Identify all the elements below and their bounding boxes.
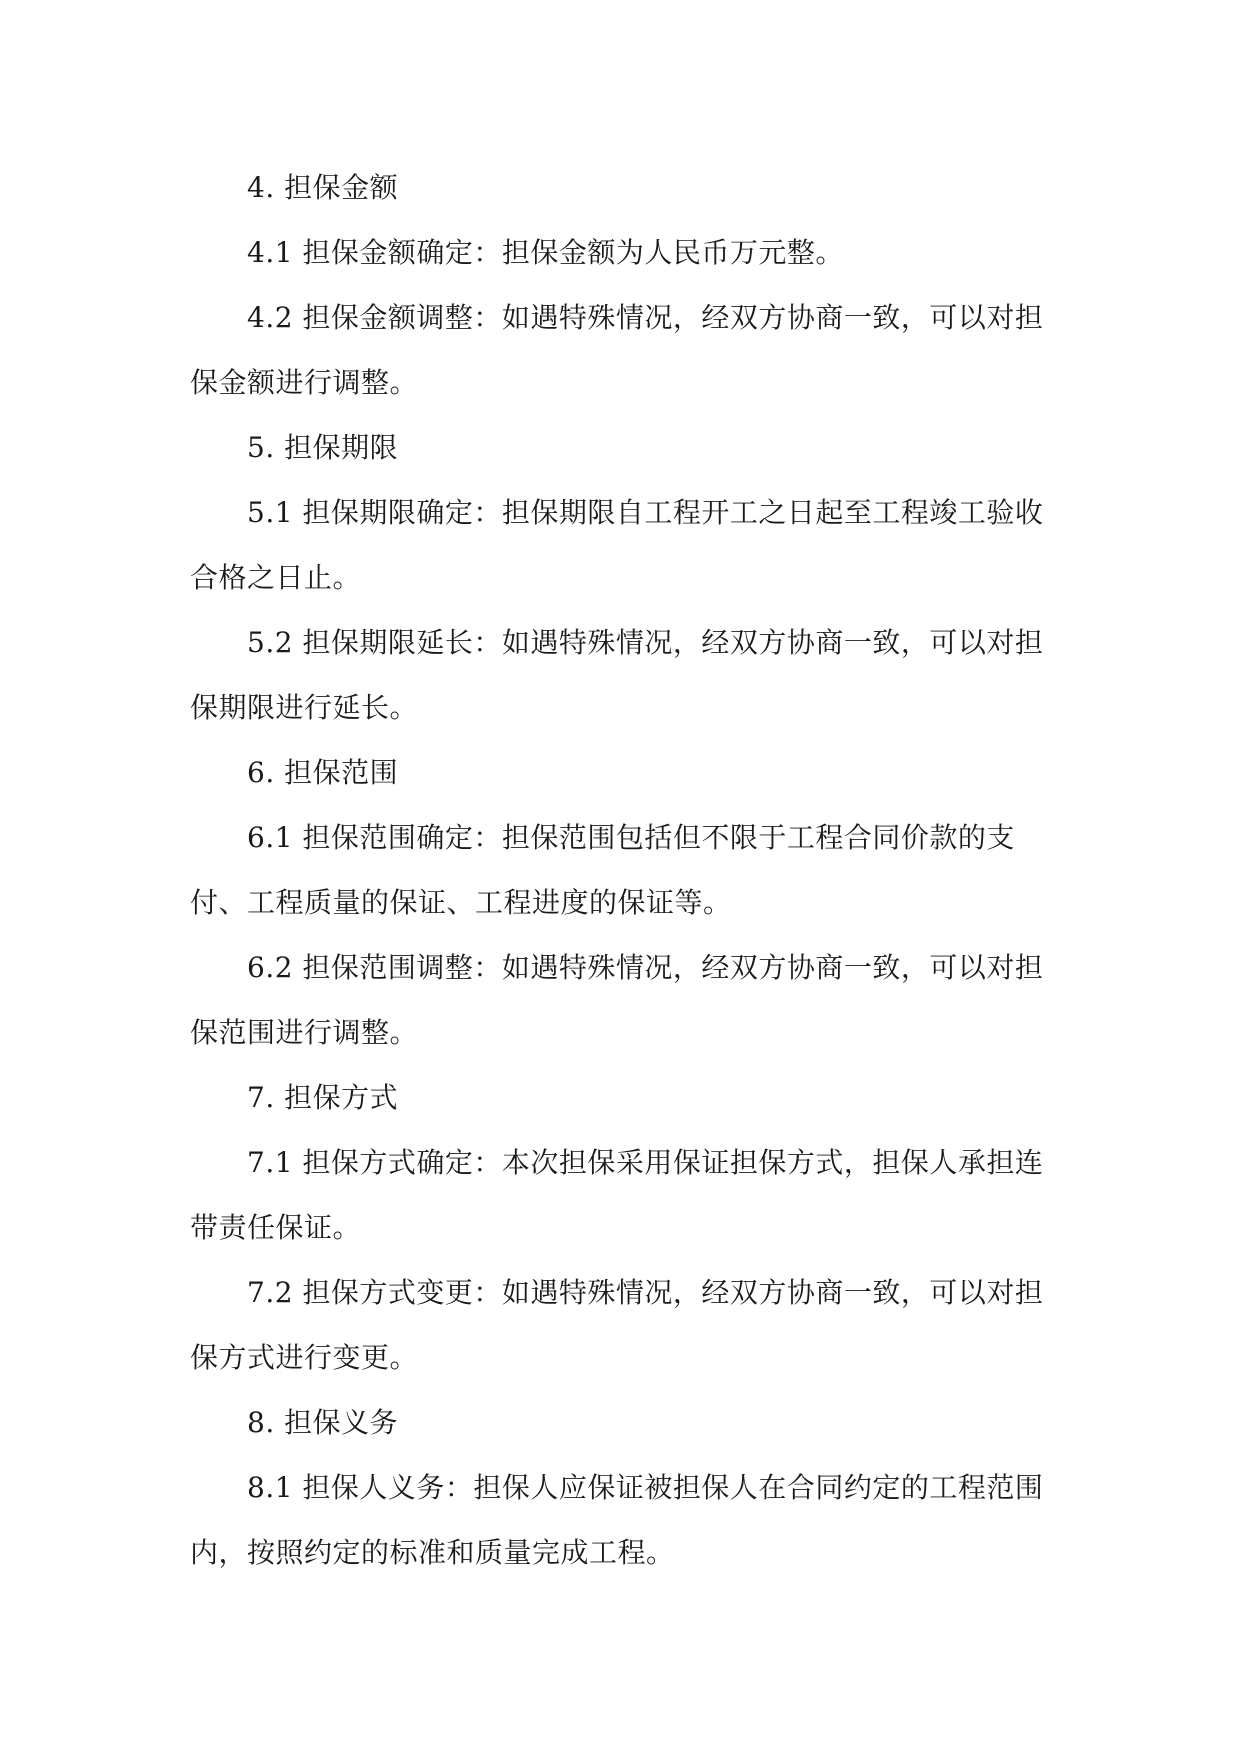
document-body (190, 155, 1050, 1585)
clause-7-2: 7.2 担保方式变更：如遇特殊情况，经双方协商一致，可以对担保方式进行变更。 (190, 1276, 1044, 1374)
section-heading-4: 4. 担保金额 (247, 171, 399, 204)
clause-6-2: 6.2 担保范围调整：如遇特殊情况，经双方协商一致，可以对担保范围进行调整。 (190, 951, 1044, 1049)
clause-5-1: 5.1 担保期限确定：担保期限自工程开工之日起至工程竣工验收合格之日止。 (190, 496, 1044, 594)
clause-5-2: 5.2 担保期限延长：如遇特殊情况，经双方协商一致，可以对担保期限进行延长。 (190, 626, 1044, 724)
clause-6-1: 6.1 担保范围确定：担保范围包括但不限于工程合同价款的支付、工程质量的保证、工程进度的保证等。 (190, 821, 1015, 919)
section-heading-5: 5. 担保期限 (247, 431, 399, 464)
section-heading-7: 7. 担保方式 (247, 1081, 399, 1114)
clause-4-2: 4.2 担保金额调整：如遇特殊情况，经双方协商一致，可以对担保金额进行调整。 (190, 301, 1044, 399)
section-heading-6: 6. 担保范围 (247, 756, 399, 789)
section-heading-8: 8. 担保义务 (247, 1406, 399, 1439)
clause-7-1: 7.1 担保方式确定：本次担保采用保证担保方式，担保人承担连带责任保证。 (190, 1146, 1044, 1244)
clause-4-1: 4.1 担保金额确定：担保金额为人民币万元整。 (247, 236, 844, 269)
clause-8-1: 8.1 担保人义务：担保人应保证被担保人在合同约定的工程范围内，按照约定的标准和质量完成工程。 (190, 1471, 1044, 1569)
